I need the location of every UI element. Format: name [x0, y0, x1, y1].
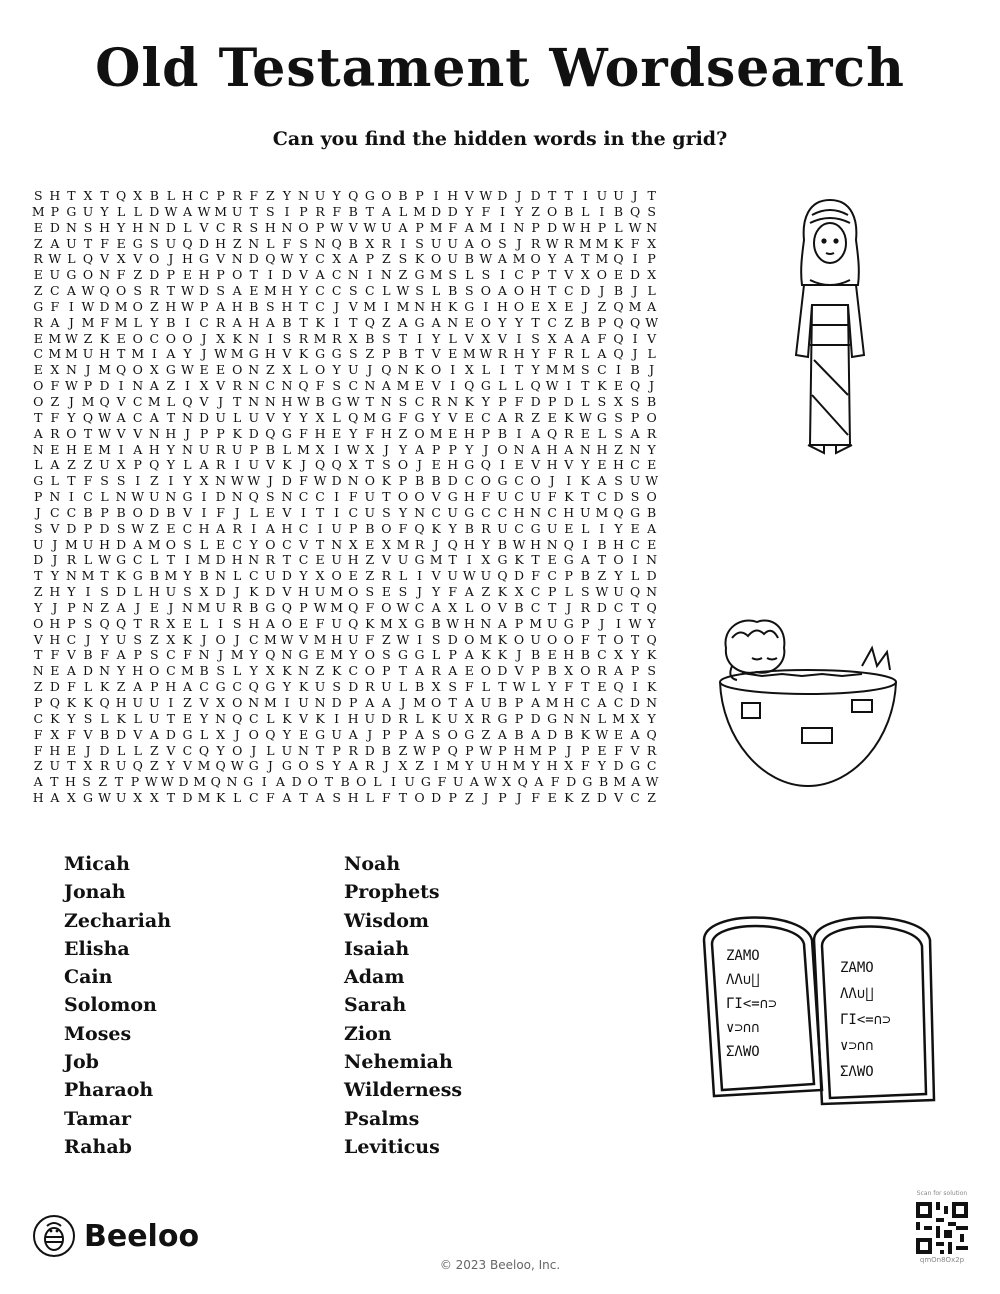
word-item: Tamar	[64, 1107, 132, 1130]
word-item: Prophets	[344, 881, 440, 904]
page-subtitle: Can you find the hidden words in the grid?	[272, 128, 728, 150]
word-item: Adam	[344, 966, 405, 989]
tablet-right-line: ∨⊃∩∩	[840, 1038, 874, 1054]
grid-row: U J M U H D A M O S L E C Y O C V T N X E X M R J Q H Y B W H N Q I B H C E	[32, 536, 657, 552]
grid-row: N E H E M I A H Y N U R U P B L M X I W X J Y A P P Y J O N A H A N H Z N Y	[32, 441, 656, 457]
copyright-text: © 2023 Beeloo, Inc.	[439, 1258, 561, 1272]
grid-row: A R O T W V V N H J P P K D Q G F H E Y F H Z O M E H P B I A Q R E L S A R	[33, 425, 657, 441]
grid-row: O H P S Q Q T R X E L I S H A O E F U Q K M X G B W H N A P M U G P J I W Y	[33, 615, 656, 631]
grid-row: G L T F S S I Z I Y X N W W J D F W D N O K P B B D C O G C O J I K A S U W	[33, 473, 659, 489]
word-item: Psalms	[344, 1107, 420, 1130]
brand-name: Beeloo	[84, 1218, 200, 1254]
word-item: Micah	[64, 853, 130, 875]
grid-row: Z C A W Q O S R T W D S A E M H Y C C S C L W S L B S O A O H T C D J B J L	[33, 283, 656, 299]
tablet-left-line: ∨⊃∩∩	[726, 1020, 760, 1036]
word-item: Pharaoh	[64, 1079, 154, 1102]
grid-row: V H C J Y U S Z X K J O J C M W V M H U F Z W I S D O M K O U O O F T O T Q	[33, 631, 657, 647]
word-item: Nehemiah	[344, 1051, 453, 1074]
grid-row: E X N J M Q O X G W E E O N Z X L O Y U J Q N K O I X L I T Y M M S C I B J	[33, 362, 655, 378]
tablet-right-line: ΛΛ∪∐	[840, 986, 874, 1002]
grid-row: C M M U H T M I A Y J W M G H V K G G S Z P B T V E M W R H Y F R L A Q J L	[33, 346, 656, 362]
word-item: Wilderness	[344, 1079, 463, 1102]
tablet-right-line: ZAMO	[840, 960, 874, 976]
grid-row: F X F V B D V A D G L X J O Q Y E G U A J P P A S O G Z A B A D B K W E A Q	[33, 726, 657, 742]
word-item: Zion	[344, 1022, 392, 1045]
tablet-left-line: ΣΛWO	[726, 1044, 760, 1060]
grid-row: T F Y Q W A C A T N D U L U V Y Y X L Q M G F G Y V E C A R Z E K W G S P O	[34, 409, 657, 425]
grid-row: T Y N M T K G B M Y B N L C U D Y X O E Z R L I V U W U Q D F C P B Z Y L D	[34, 568, 657, 584]
grid-row: O Z J M Q V C M L Q V J T N N H W B G W T N S C R N K Y P F D P D L S X S B	[33, 393, 657, 409]
word-item: Isaiah	[344, 937, 410, 960]
grid-row: Z H Y I S D L H U S X D J K D V H U M O S E S J Y F A Z K X C P L S W U Q N	[33, 584, 658, 600]
qr-code-text: qmOn8Ox2p	[919, 1256, 965, 1264]
grid-row: Z D F L K Z A P H A C G C Q G Y K U S D R U L B X S F L T W L Y F T E Q I K	[33, 679, 657, 695]
brand-logo	[32, 1214, 199, 1258]
grid-row: E D N S H Y H N D L V C R S H N O P W V W U A P M F A M I N P D W H P L W N	[33, 219, 658, 235]
grid-row: F H E J D L L Z V C Q Y O J L U N T P R D B Z W P Q P W P H M P J P E F V R	[33, 742, 657, 758]
grid-row: O F W P D I N A Z I X V R N C N Q F S C N A M E V I Q G L L Q W I T K E Q J	[33, 378, 655, 394]
grid-row: Z A U T F E G S U Q D H Z N L F S N Q B X R I S U U A O S J R W R M M K F X	[33, 235, 657, 251]
bee-icon	[32, 1214, 76, 1258]
word-item: Leviticus	[344, 1135, 440, 1158]
grid-row: N E A D N Y H O C M B S L Y X K N Z K C O P T A R A E O D V P B X O R A P S	[32, 663, 656, 679]
grid-row: G F I W D M O Z H W P A H B S H T C J V M I M N H K G I H O E X E J Z Q M A	[33, 298, 657, 314]
word-item: Noah	[344, 853, 401, 875]
word-list-right	[344, 850, 462, 1161]
word-item: Elisha	[64, 937, 130, 960]
grid-row: Y J P N Z A J E J N M U R B G Q P W M Q F O W C A X L O V B C T J R D C T Q	[34, 599, 657, 615]
word-item: Job	[64, 1051, 99, 1074]
word-item: Wisdom	[344, 909, 429, 932]
grid-row: R A J M F M L Y B I C R A H A B T K I T Q Z A G A N E O Y Y T C Z B P Q Q W	[33, 314, 659, 330]
word-item: Sarah	[344, 994, 407, 1017]
grid-row: M P G U Y L L D W A W M U T S I P R F B T A L M D D Y F I Y Z O B L I B Q S	[31, 203, 656, 219]
grid-row: S V D P D S W Z E C H A R I A H C I U P B O F Q K Y B R U C G U E L I Y E A	[33, 520, 657, 536]
qr-code-icon[interactable]	[916, 1202, 968, 1254]
grid-row: S H T X T Q X B L H C P R F Z Y N U Y Q G O B P I H V W D J D T T I U U J T	[33, 188, 656, 203]
word-item: Cain	[64, 966, 113, 989]
letter-grid	[30, 188, 660, 806]
tablet-right-line: ΣΛWO	[840, 1064, 874, 1080]
stone-tablets-illustration	[694, 900, 944, 1130]
grid-row: C K Y S L K L U T E Y N Q C L K V K I H U D R L K U X R G P D G N N L M X Y	[33, 710, 656, 726]
grid-row: P Q K K Q H U U I Z V X O N M I U N D P A A J M O T A U B P A M H C A C D N	[34, 695, 658, 710]
grid-row: L A Z Z U X P Q Y L A R I U V K J Q Q X T S O J E H G Q I E V H V Y E H C E	[34, 457, 657, 473]
grid-row: E M W Z K E O C O O J X K N I S R M R X B S T I Y L V X V I S X A A F Q I V	[33, 330, 657, 346]
word-item: Zechariah	[64, 909, 172, 932]
baby-basket-illustration	[712, 608, 904, 790]
grid-row: H A X G W U X X T D M K L C F A T A S H L F T O D P Z J P J F E K Z D V C Z	[32, 790, 656, 806]
word-item: Moses	[64, 1022, 132, 1045]
grid-row: J C C B P B O D B V I F J L E V I T I C U S Y N C U G C C H N C H U M Q G B	[35, 504, 657, 520]
word-item: Jonah	[64, 881, 126, 904]
tablet-right-line: ΓΙ<=∩⊃	[840, 1012, 891, 1028]
word-item: Rahab	[64, 1135, 132, 1158]
tablet-left-line: ZAMO	[726, 948, 760, 964]
tablet-left-line: ΛΛ∪∐	[726, 972, 760, 988]
word-list-left	[64, 850, 171, 1161]
grid-row: A T H S Z T P W W D M Q N G I A D O T B O L I U G F U A W X Q A F D G B M A W	[33, 774, 659, 790]
qr-caption: Scan for solution	[916, 1190, 968, 1197]
woman-illustration	[780, 195, 880, 457]
grid-row: T F V B F A P S C F N J M Y Q N G E M Y O S G G L P A K K J B E H B C X Y K	[34, 647, 657, 663]
tablet-left-line: ΓΙ<=∩⊃	[726, 996, 777, 1012]
grid-row: E U G O N F Z D P E H P O T I D V A C N I N Z G M S L S I C P T V X O E D X	[33, 267, 657, 283]
grid-row: D J R L W G C L T I M D H N R T C E U H Z V U G M T I X G K T E G A T O I N	[33, 552, 658, 568]
grid-row: Z U T X R U Q Z Y V M Q W G J G O S Y A R J X Z I M Y U H M Y H X F Y D G C	[33, 758, 657, 774]
page-title: Old Testament Wordsearch	[95, 38, 905, 99]
grid-row: P N I C L N W U N G I D N Q S N C C I F U T O O V G H F U C U F K T C D S O	[34, 489, 657, 505]
word-item: Solomon	[64, 994, 157, 1017]
grid-row: R W L Q V X V O J H G V N D Q W Y C X A P Z S K O U B W A M O Y A T M Q I P	[33, 251, 656, 267]
